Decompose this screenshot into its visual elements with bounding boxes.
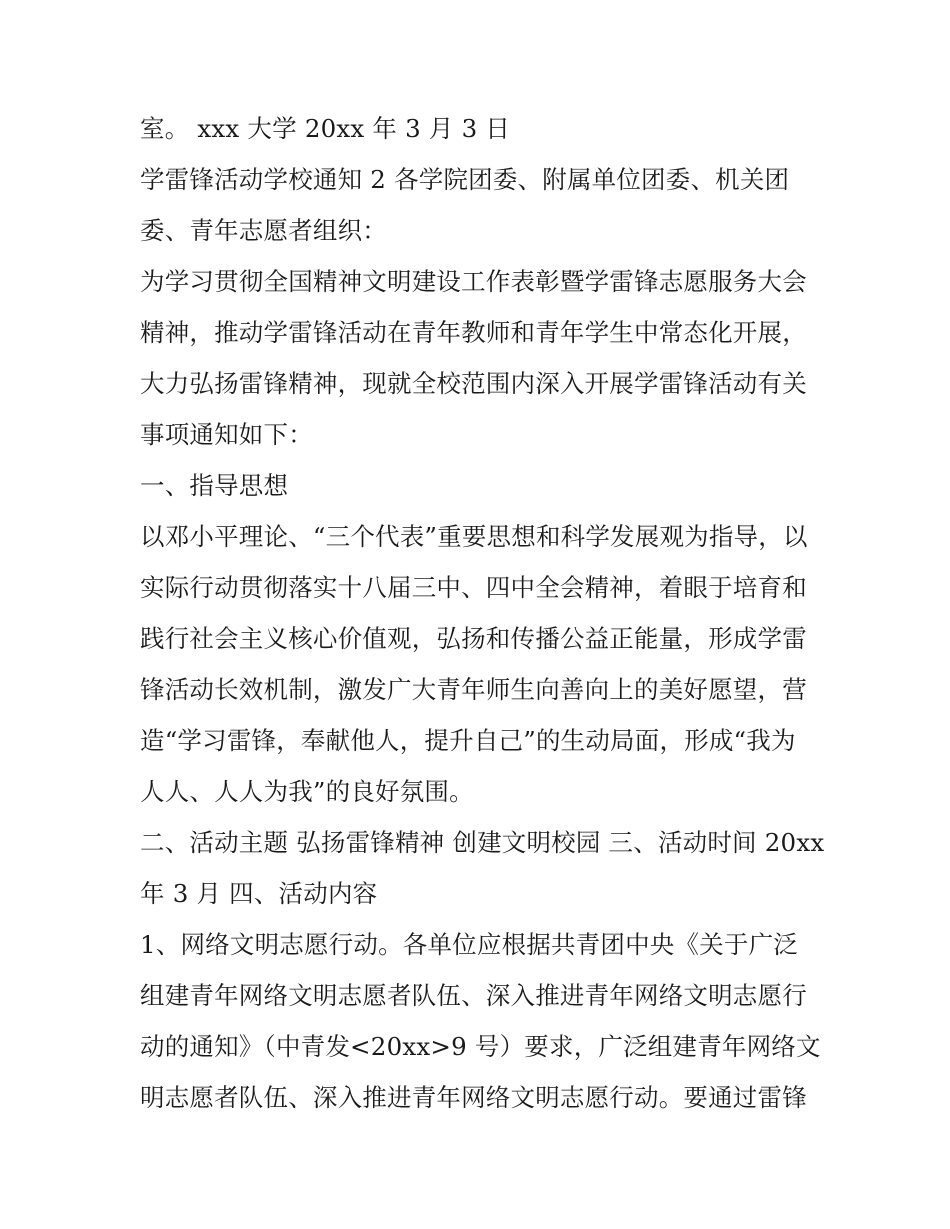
section-heading: 二、活动主题 弘扬雷锋精神 创建文明校园 三、活动时间 20xx [140, 828, 825, 857]
text-line: 室。 xxx 大学 20xx 年 3 月 3 日 [140, 114, 511, 143]
text-line: 锋活动长效机制，激发广大青年师生向善向上的美好愿望，营 [140, 675, 807, 704]
text-line: 以邓小平理论、“三个代表”重要思想和科学发展观为指导，以 [140, 522, 808, 551]
text-line: 人人、人人为我”的良好氛围。 [140, 777, 474, 806]
text-line: 践行社会主义核心价值观，弘扬和传播公益正能量，形成学雷 [140, 624, 807, 653]
text-line: 1、网络文明志愿行动。各单位应根据共青团中央《关于广泛 [140, 930, 798, 959]
text-line: 事项通知如下： [140, 420, 313, 449]
text-line: 实际行动贯彻落实十八届三中、四中全会精神，着眼于培育和 [140, 573, 807, 602]
text-line: 组建青年网络文明志愿者队伍、深入推进青年网络文明志愿行 [140, 981, 807, 1010]
text-line: 明志愿者队伍、深入推进青年网络文明志愿行动。要通过雷锋 [140, 1083, 807, 1112]
text-line: 动的通知》（中青发<20xx>9 号）要求，广泛组建青年网络文 [140, 1032, 821, 1061]
text-line: 委、青年志愿者组织： [140, 216, 387, 245]
text-line: 大力弘扬雷锋精神，现就全校范围内深入开展学雷锋活动有关 [140, 369, 807, 398]
text-line: 造“学习雷锋，奉献他人，提升自己”的生动局面，形成“我为 [140, 726, 796, 755]
text-line: 为学习贯彻全国精神文明建设工作表彰暨学雷锋志愿服务大会 [140, 267, 807, 296]
section-heading: 一、指导思想 [140, 471, 289, 500]
text-line: 精神，推动学雷锋活动在青年教师和青年学生中常态化开展， [140, 318, 807, 347]
text-line: 学雷锋活动学校通知 2 各学院团委、附属单位团委、机关团 [140, 165, 790, 194]
section-heading: 年 3 月 四、活动内容 [140, 879, 378, 908]
